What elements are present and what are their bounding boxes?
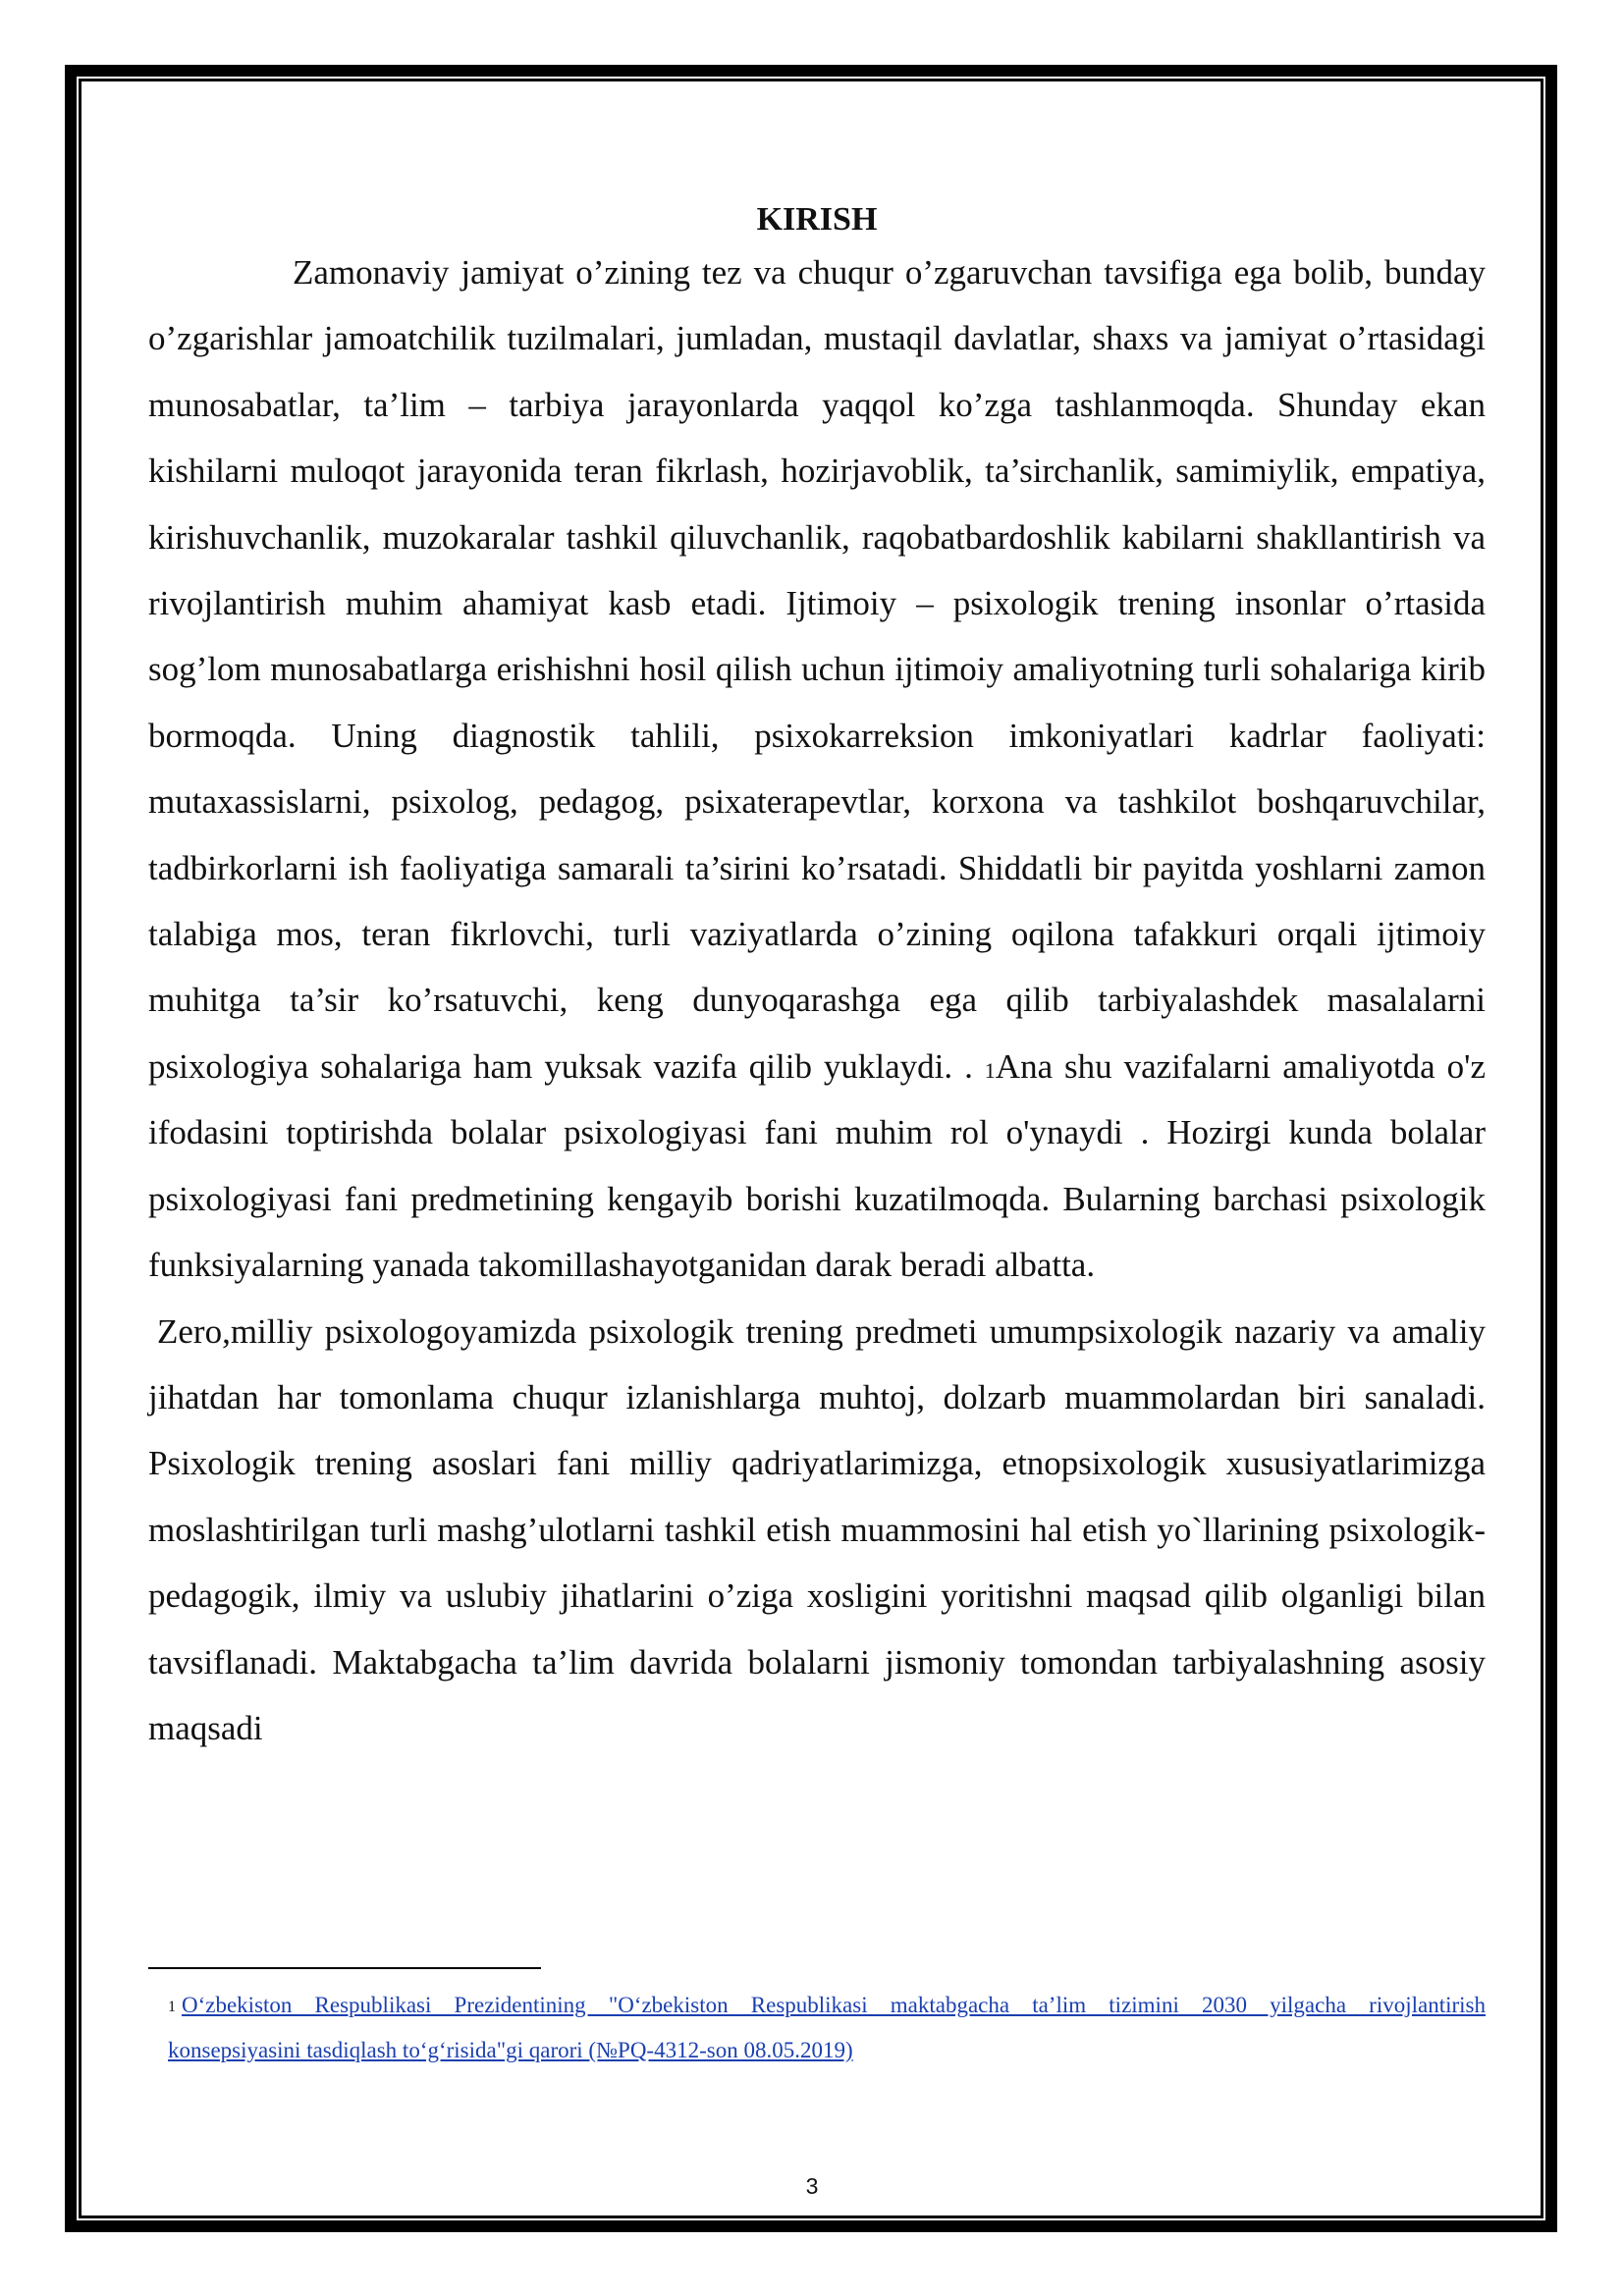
footnote-line-2 <box>148 2028 1486 2073</box>
footnote-separator <box>148 1967 541 1969</box>
paragraph-intro <box>148 240 1486 1299</box>
footnote-link-line-1[interactable]: O‘zbekiston Respublikasi Prezidentining "O‘zbekiston Respublikasi maktabgacha ta’lim tizimini 2030 yilgacha rivojlantirish <box>182 1993 1486 2017</box>
footnote-line-1 <box>148 1983 1486 2028</box>
footnote-reference[interactable]: 1 <box>984 1057 996 1083</box>
document-body <box>148 194 1486 1761</box>
paragraph-intro-text: Zamonaviy jamiyat o’zining tez va chuqur o’zgaruvchan tavsifiga ega bolib, bunday o’zgarishlar jamoatchilik tuzilmalari, jumladan, mustaqil davlatlar, shaxs va jamiyat o’rtasidagi munosabatlar, ta’lim – tarbiya jarayonlarda yaqqol ko’zga tashlanmoqda. Shunday ekan kishilarni muloqot jarayonida teran fikrlash, hozirjavoblik, ta’sirchanlik, samimiylik, empatiya, kirishuvchanlik, muzokaralar tashkil qiluvchanlik, raqobatbardoshlik kabilarni shakllantirish va rivojlantirish muhim ahamiyat kasb etadi. Ijtimoiy – psixologik trening insonlar o’rtasida sog’lom munosabatlarga erishishni hosil qilish uchun ijtimoiy amaliyotning turli sohalariga kirib bormoqda. Uning diagnostik tahlili, psixokarreksion imkoniyatlari kadrlar faoliyati: mutaxassislarni, psixolog, pedagog, psixaterapevtlar, korxona va tashkilot boshqaruvchilar, tadbirkorlarni ish faoliyatiga samarali ta’sirini ko’rsatadi. Shiddatli bir payitda yoshlarni zamon talabiga mos, teran fikrlovchi, turli vaziyatlarda o’zining oqilona tafakkuri orqali ijtimoiy muhitga ta’sir ko’rsatuvchi, keng dunyoqarashga ega qilib tarbiyalashdek masalalarni psixologiya sohalariga ham yuksak vazifa qilib yuklaydi. . <box>148 253 1486 1086</box>
footnote-link-line-2[interactable]: konsepsiyasini tasdiqlash to‘g‘risida"gi qarori (№PQ-4312-son 08.05.2019) <box>168 2038 853 2062</box>
page-title: KIRISH <box>756 201 878 238</box>
footnote <box>148 1983 1486 2073</box>
paragraph-second: Zero,milliy psixologoyamizda psixologik trening predmeti umumpsixologik nazariy va amaliy jihatdan har tomonlama chuqur izlanishlarga muhtoj, dolzarb muammolardan biri sanaladi. Psixologik trening asoslari fani milliy qadriyatlarimizga, etnopsixologik xususiyatlarimizga moslashtirilgan turli mashg’ulotlarni tashkil etish muammosini hal etish yo`llarining psixologik- pedagogik, ilmiy va uslubiy jihatlarini o’ziga xosligini yoritishni maqsad qilib olganligi bilan tavsiflanadi. Maktabgacha ta’lim davrida bolalarni jismoniy tomondan tarbiyalashning asosiy maqsadi <box>148 1311 1486 1747</box>
footnote-mark: 1 <box>168 1999 176 2015</box>
paragraph-intro-continuation: Ana shu vazifalarni amaliyotda o'z ifodasini toptirishda bolalar psixologiyasi fani muhim rol o'ynaydi . Hozirgi kunda bolalar psixologiyasi fani predmetining kengayib borishi kuzatilmoqda. Bularning barchasi psixologik funksiyalarning yanada takomillashayotganidan darak beradi albatta. <box>148 1046 1486 1285</box>
page-number: 3 <box>805 2173 819 2199</box>
